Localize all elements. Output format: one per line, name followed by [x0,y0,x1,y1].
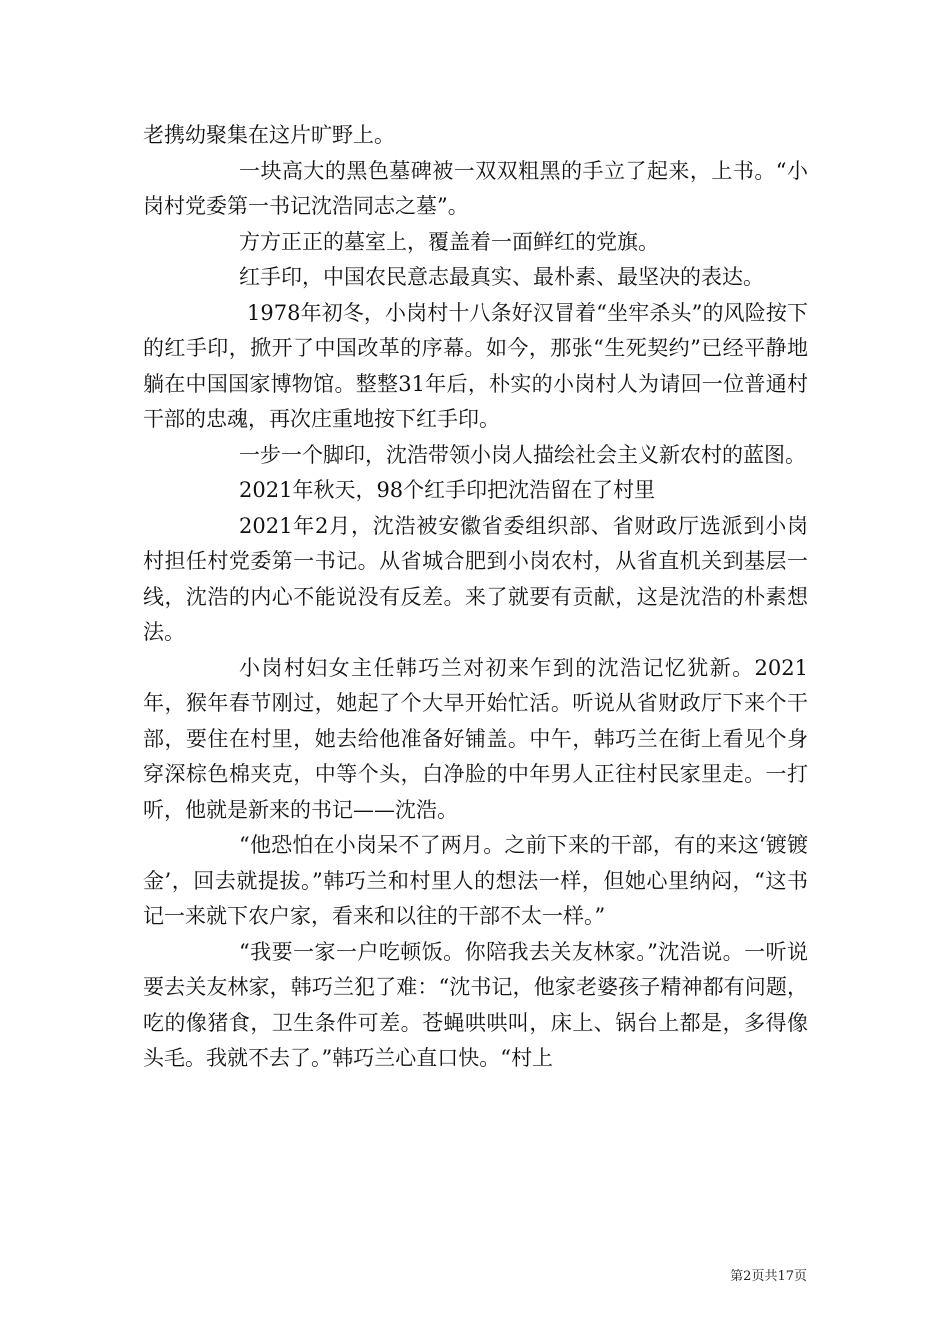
paragraph-8: 2021年2月，沈浩被安徽省委组织部、省财政厅选派到小岗村担任村党委第一书记。从省城合肥到小岗农村，从省直机关到基层一线，沈浩的内心不能说没有反差。来了就要有贡献，这是沈浩的朴素想法。 [143,513,808,644]
paragraph-1: 老携幼聚集在这片旷野上。 [143,123,395,147]
paragraph-2: 一块高大的黑色墓碑被一双双粗黑的手立了起来，上书。“小岗村党委第一书记沈浩同志之墓”。 [143,158,808,218]
page-number: 第2页共17页 [730,1269,807,1284]
paragraph-3: 方方正正的墓室上，覆盖着一面鲜红的党旗。 [239,229,659,254]
paragraph-11: “我要一家一户吃顿饭。你陪我去关友林家。”沈浩说。一听说要去关友林家，韩巧兰犯了难：“沈书记，他家老婆孩子精神都有问题，吃的像猪食，卫生条件可差。苍蝇哄哄叫，床上、锅台上都是，多得像头毛。我就不去了。”韩巧兰心直口快。“村上 [143,939,808,1070]
paragraph-6: 一步一个脚印，沈浩带领小岗人描绘社会主义新农村的蓝图。 [239,442,806,467]
paragraph-10: “他恐怕在小岗呆不了两月。之前下来的干部，有的来这‘镀镀金’，回去就提拔。”韩巧兰和村里人的想法一样，但她心里纳闷，“这书记一来就下农户家，看来和以往的干部不太一样。” [143,833,808,928]
paragraph-4: 红手印，中国农民意志最真实、最朴素、最坚决的表达。 [239,265,764,289]
paragraph-7: 2021年秋天，98个红手印把沈浩留在了村里 [239,478,656,502]
document-body [143,118,808,1077]
paragraph-9: 小岗村妇女主任韩巧兰对初来乍到的沈浩记忆犹新。2021年，猴年春节刚过，她起了个大早开始忙活。听说从省财政厅下来个干部，要住在村里，她去给他准备好铺盖。中午，韩巧兰在街上看见个身穿深棕色棉夹克，中等个头，白净脸的中年男人正往村民家里走。一打听，他就是新来的书记——沈浩。 [143,655,808,822]
paragraph-5: 1978年初冬，小岗村十八条好汉冒着“坐牢杀头”的风险按下的红手印，掀开了中国改革的序幕。如今，那张“生死契约”已经平静地躺在中国国家博物馆。整整31年后，朴实的小岗村人为请回一位普通村干部的忠魂，再次庄重地按下红手印。 [143,300,808,431]
